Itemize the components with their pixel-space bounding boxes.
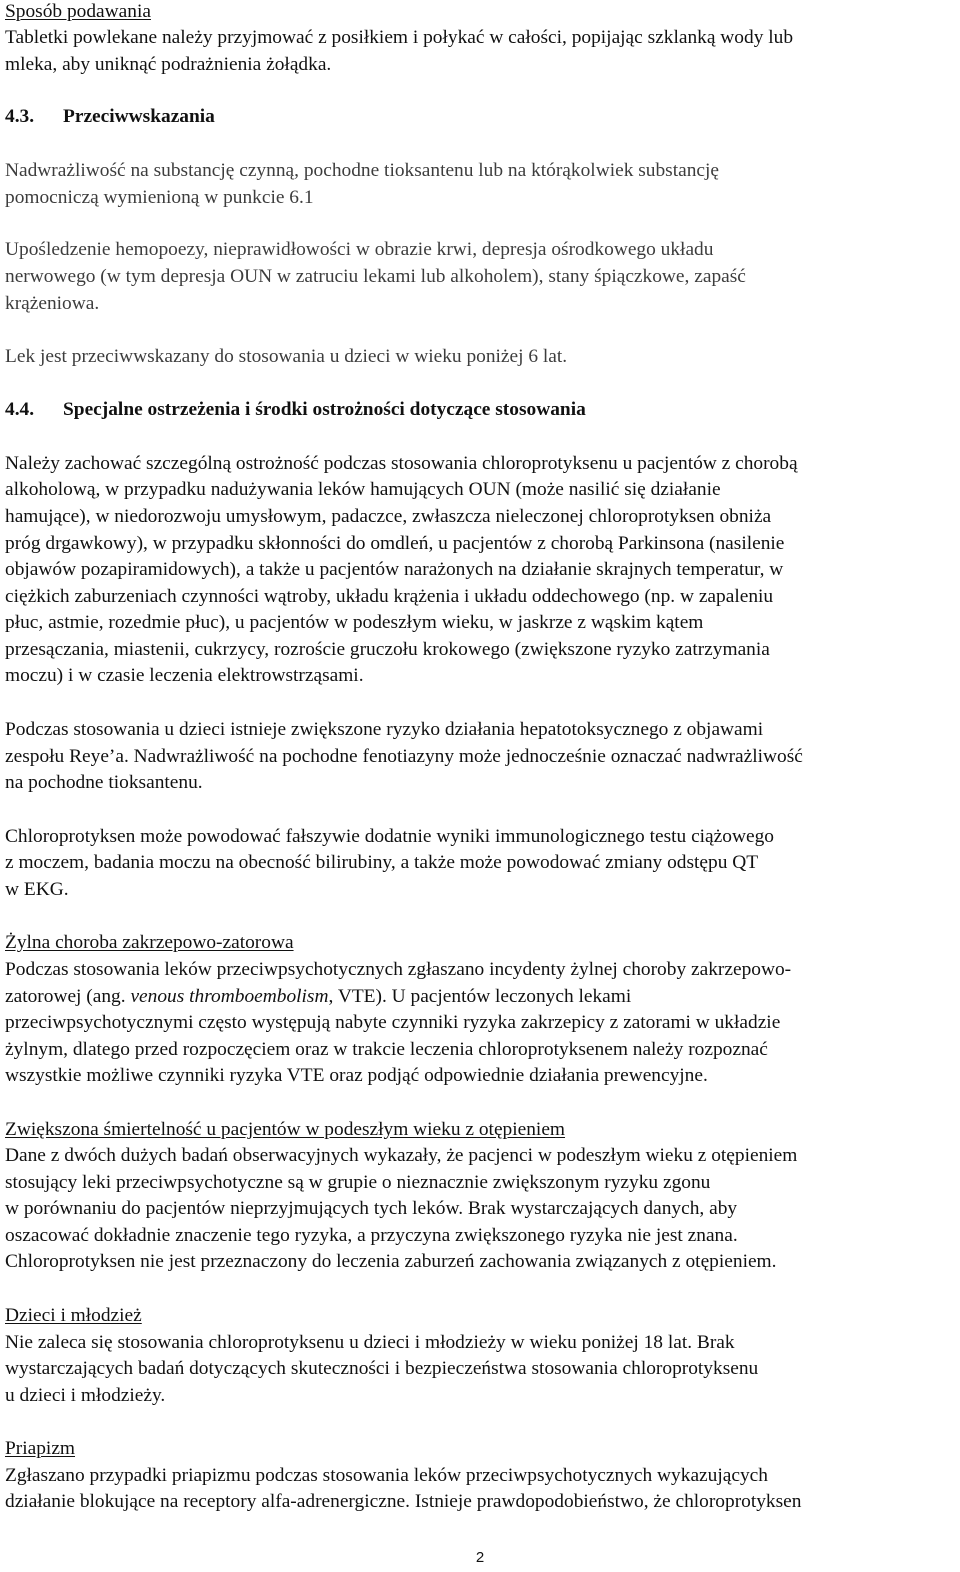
paragraph-line: mleka, aby uniknąć podrażnienia żołądka.	[5, 54, 332, 75]
italic-term: venous thromboembolism	[130, 986, 329, 1007]
paragraph-line: stosujący leki przeciwpsychotyczne są w grupie o nieznacznie zwiększonym ryzyku zgonu	[5, 1172, 711, 1193]
paragraph-line: na pochodne tioksantenu.	[5, 772, 203, 793]
paragraph-line: żylnym, dlatego przed rozpoczęciem oraz w trakcie leczenia chloroprotyksenem należy rozpoznać	[5, 1039, 768, 1060]
paragraph-line: Chloroprotyksen może powodować fałszywie dodatnie wyniki immunologicznego testu ciążowego	[5, 826, 774, 847]
paragraph-line: nerwowego (w tym depresja OUN w zatruciu lekami lub alkoholem), stany śpiączkowe, zapaść	[5, 266, 746, 287]
paragraph-line: oszacować dokładnie znaczenie tego ryzyka, a przyczyna zwiększonego ryzyka nie jest znana.	[5, 1225, 738, 1246]
paragraph-line: u dzieci i młodzieży.	[5, 1385, 166, 1406]
paragraph-line: moczu) i w czasie leczenia elektrowstrząsami.	[5, 665, 364, 686]
paragraph-line: hamujące), w niedorozwoju umysłowym, padaczce, zwłaszcza nieleczonej chloroprotyksen obniża	[5, 506, 772, 527]
paragraph-line: Dane z dwóch dużych badań obserwacyjnych wykazały, że pacjenci w podeszłym wieku z otępieniem	[5, 1145, 798, 1166]
section-title: Specjalne ostrzeżenia i środki ostrożności dotyczące stosowania	[63, 399, 586, 420]
paragraph-line: objawów pozapiramidowych), a także u pacjentów narażonych na działanie skrajnych temperatur, w	[5, 559, 784, 580]
section-heading-4-4	[5, 398, 586, 422]
paragraph-line: działanie blokujące na receptory alfa-adrenergiczne. Istnieje prawdopodobieństwo, że chloroprotyksen	[5, 1491, 802, 1512]
paragraph-line: w EKG.	[5, 879, 69, 900]
subsection-heading-priapism: Priapizm	[5, 1438, 76, 1459]
paragraph-line: pomocniczą wymienioną w punkcie 6.1	[5, 187, 314, 208]
paragraph-line: Nie zaleca się stosowania chloroprotyksenu u dzieci i młodzieży w wieku poniżej 18 lat. Brak	[5, 1332, 735, 1353]
paragraph-line: Nadwrażliwość na substancję czynną, pochodne tioksantenu lub na którąkolwiek substancję	[5, 160, 720, 181]
paragraph-line-mixed	[5, 985, 631, 1009]
paragraph-line: krążeniowa.	[5, 293, 100, 314]
paragraph-line: Upośledzenie hemopoezy, nieprawidłowości w obrazie krwi, depresja ośrodkowego układu	[5, 239, 714, 260]
section-heading-sposob-podawania: Sposób podawania	[5, 1, 151, 22]
subsection-heading-children: Dzieci i młodzież	[5, 1305, 142, 1326]
paragraph-line: płuc, astmie, rozedmie płuc), u pacjentów w podeszłym wieku, w jaskrze z wąskim kątem	[5, 612, 704, 633]
paragraph-line: w porównaniu do pacjentów nieprzyjmujących tych leków. Brak wystarczających danych, aby	[5, 1198, 738, 1219]
paragraph-line: Tabletki powlekane należy przyjmować z posiłkiem i połykać w całości, popijając szklanką wody lub	[5, 27, 794, 48]
paragraph-line: Należy zachować szczególną ostrożność podczas stosowania chloroprotyksenu u pacjentów z chorobą	[5, 453, 798, 474]
paragraph-line: ciężkich zaburzeniach czynności wątroby, układu krążenia i układu oddechowego (np. w zapaleniu	[5, 586, 774, 607]
subsection-heading-vte: Żylna choroba zakrzepowo-zatorowa	[5, 932, 294, 953]
paragraph-line: Podczas stosowania leków przeciwpsychotycznych zgłaszano incydenty żylnej choroby zakrzepowo-	[5, 959, 792, 980]
section-number: 4.3.	[5, 106, 35, 127]
subsection-heading-mortality: Zwiększona śmiertelność u pacjentów w podeszłym wieku z otępieniem	[5, 1119, 566, 1140]
paragraph-line: alkoholową, w przypadku nadużywania leków hamujących OUN (może nasilić się działanie	[5, 479, 721, 500]
section-title: Przeciwwskazania	[63, 106, 215, 127]
paragraph-line: Chloroprotyksen nie jest przeznaczony do leczenia zaburzeń zachowania związanych z otępieniem.	[5, 1251, 777, 1272]
text-run: , VTE). U pacjentów leczonych lekami	[328, 986, 632, 1007]
paragraph-line: przeciwpsychotycznymi często występują nabyte czynniki ryzyka zakrzepicy z zatorami w układzie	[5, 1012, 781, 1033]
paragraph-line: Lek jest przeciwwskazany do stosowania u dzieci w wieku poniżej 6 lat.	[5, 346, 568, 367]
paragraph-line: próg drgawkowy), w przypadku skłonności do omdleń, u pacjentów z chorobą Parkinsona (nasilenie	[5, 533, 785, 554]
paragraph-line: Zgłaszano przypadki priapizmu podczas stosowania leków przeciwpsychotycznych wykazujących	[5, 1465, 768, 1486]
text-run: zatorowej (ang.	[5, 986, 131, 1007]
paragraph-line: wszystkie możliwe czynniki ryzyka VTE oraz podjąć odpowiednie działania prewencyjne.	[5, 1065, 708, 1086]
section-number: 4.4.	[5, 399, 35, 420]
paragraph-line: wystarczających badań dotyczących skuteczności i bezpieczeństwa stosowania chloroprotyksenu	[5, 1358, 759, 1379]
paragraph-line: zespołu Reye’a. Nadwrażliwość na pochodne fenotiazyny może jednocześnie oznaczać nadwrażliwość	[5, 746, 803, 767]
paragraph-line: z moczem, badania moczu na obecność bilirubiny, a także może powodować zmiany odstępu QT	[5, 852, 759, 873]
page-number: 2	[475, 1549, 485, 1566]
paragraph-line: przesączania, miastenii, cukrzycy, rozroście gruczołu krokowego (zwiększone ryzyko zatrzymania	[5, 639, 770, 660]
paragraph-line: Podczas stosowania u dzieci istnieje zwiększone ryzyko działania hepatotoksycznego z objawami	[5, 719, 764, 740]
section-heading-4-3	[5, 105, 215, 129]
